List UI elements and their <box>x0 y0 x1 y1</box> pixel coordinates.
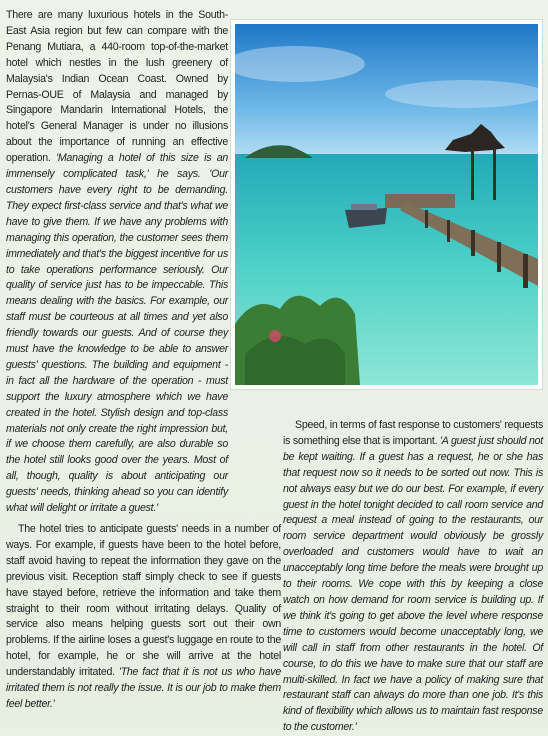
paragraph-3-intro: Speed, in terms of fast response to customers' requests is something else that is important. <box>283 419 543 447</box>
paragraph-1-intro: There are many luxurious hotels in the South-East Asia region but few can compare with the Penang Mutiara, a 440-room top-of-the-market hotel which nestles in the lush greenery of Malaysia's Indian Ocean Coast. Owned by Pernas-OUE of Malaysia and managed by Singapore Mandarin International Hotels, the hotel's General Manager is under no illusions about the importance of running an effective operation. <box>6 9 228 165</box>
paragraph-2-quote: 'The fact that it is not us who have irritated them is not really the issue. It is our job to make them feel better.' <box>6 666 281 710</box>
article-column-left-bottom <box>6 404 281 713</box>
paragraph-2-intro: The hotel tries to anticipate guests' needs in a number of ways. For example, if guests have been to the hotel before, staff avoid having to repeat the information they gave on the previous visit. Reception staff simply check to see if guests have stayed before, retrieve the information and take them straight to their room without irritating delays. Quality of service also means helping guests sort out their own problems. If the airline loses a guest's luggage en route to the hotel, for example, he or she will arrive at the hotel understandably irritated. <box>6 523 281 679</box>
hotel-jetty-photo <box>231 20 542 389</box>
article-column-right <box>283 418 543 736</box>
paragraph-3 <box>283 418 543 736</box>
paragraph-1-quote: 'Managing a hotel of this size is an immensely complicated task,' he says. 'Our customers have every right to be demanding. They expect first-class service and that's what we have to give them. If we have any problems with managing this operation, the customer sees them immediately and that's the biggest incentive for us to take operations performance seriously. Our quality of service just has to be impeccable. This means dealing with the basics. For example, our staff must be courteous at all times and yet also friendly towards our guests. And of course they must have the knowledge to be able to answer guests' questions. The building and equipment - in fact all the hardware of the operation - must support the luxury atmosphere which we have created in the hotel. Stylish design and top-class materials not only create the right impression but, if we choose them carefully, are also durable so the hotel still looks good over the years. Most of all, though, quality is about anticipating our guests' needs, thinking ahead so you can identify what will delight or irritate a guest.' <box>6 152 228 515</box>
paragraph-3-quote: 'A guest just should not be kept waiting. If a guest has a request, he or she has that request now so it needs to be sorted out now. This is not always easy but we do our best. For example, if every guest in the hotel tonight decided to call room service and request a meal instead of going to the restaurants, our room service department would obviously be grossly overloaded and customers would have to wait an unacceptably long time before the meals were brought up to their rooms. We cope with this by keeping a close watch on how demand for room service is building up. If we think it's going to get above the level where response time to customers would become unacceptably long, we will call in staff from other restaurants in the hotel. Of course, to do this we have to make sure that our staff are multi-skilled. In fact we have a policy of making sure that restaurant staff can always do more than one job. It's this kind of flexibility which allows us to maintain fast response to the customer.' <box>283 434 543 734</box>
paragraph-2 <box>6 522 281 713</box>
beach-jetty-image <box>235 24 538 385</box>
